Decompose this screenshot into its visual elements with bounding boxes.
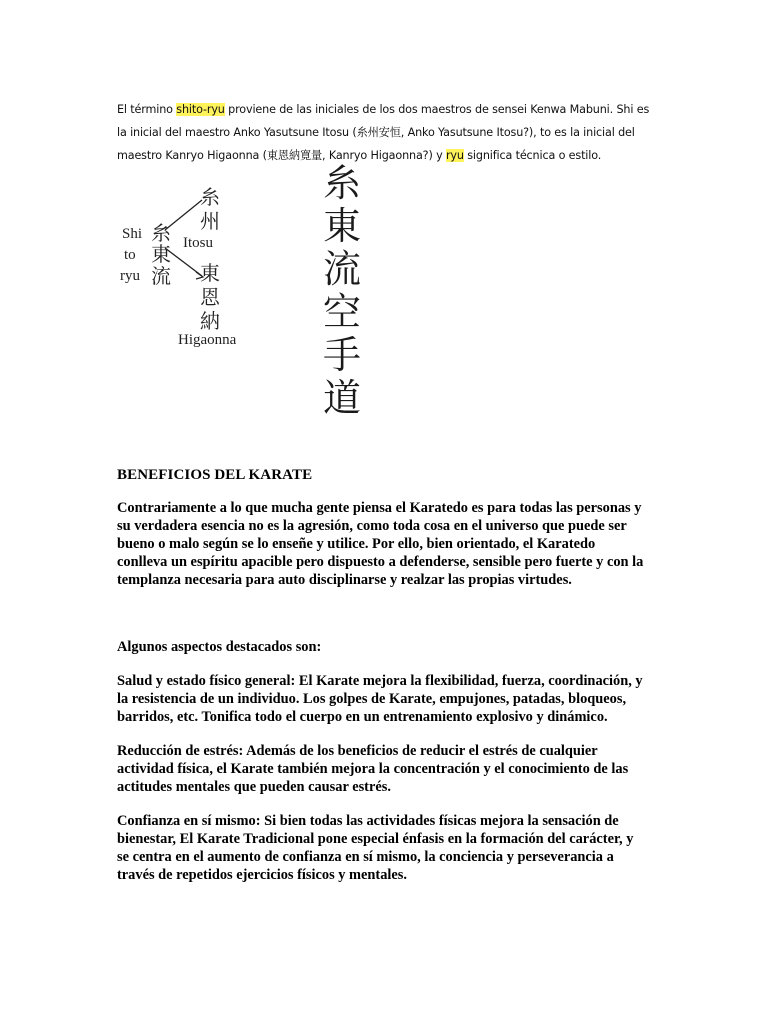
stress-line: Reducción de estrés: Además de los beneficios de reducir el estrés de cualquier	[117, 743, 598, 759]
label-itosu: Itosu	[183, 235, 213, 251]
highlight-ryu: ryu	[445, 149, 464, 162]
name-derivation-diagram	[110, 180, 270, 360]
kanji-higaonna-1: 東	[200, 261, 220, 285]
calligraphy-char-6: 道	[322, 376, 361, 420]
label-higaonna: Higaonna	[178, 332, 237, 348]
calligraphy-char-5: 手	[322, 333, 361, 377]
stress-paragraph	[117, 742, 662, 796]
benefits-line: templanza necesaria para auto disciplinarse y realzar las propias virtudes.	[117, 572, 572, 588]
health-paragraph	[117, 672, 662, 726]
confidence-paragraph	[117, 812, 662, 884]
intro-benefits-paragraph	[117, 499, 662, 589]
health-line: la resistencia de un individuo. Los golpes de Karate, empujones, patadas, bloqueos,	[117, 691, 627, 707]
stress-line: actitudes mentales que pueden causar estrés.	[117, 779, 391, 795]
label-shi: Shi	[122, 226, 143, 242]
calligraphy-char-3: 流	[322, 247, 361, 291]
confidence-line: bienestar, El Karate Tradicional pone especial énfasis en la formación del carácter, y	[117, 831, 634, 847]
kanji-itosu-2: 州	[200, 209, 220, 233]
intro-paragraph	[117, 98, 677, 167]
kanji-to: 東	[151, 242, 171, 266]
kanji-higaonna-3: 納	[200, 309, 220, 333]
calligraphy-char-4: 空	[322, 290, 361, 334]
aspects-title: Algunos aspectos destacados son:	[117, 639, 322, 655]
benefits-line: bueno o malo según se lo enseñe y utilice. Por ello, bien orientado, el Karatedo	[117, 536, 596, 552]
label-to: to	[124, 247, 136, 263]
calligraphy-char-2: 東	[322, 204, 361, 248]
health-line: Salud y estado físico general: El Karate mejora la flexibilidad, fuerza, coordinación, y	[117, 673, 643, 689]
benefits-line: Contrariamente a lo que mucha gente piensa el Karatedo es para todas las personas y	[117, 500, 642, 516]
intro-line-2: la inicial del maestro Anko Yasutsune Itosu (糸州安恒, Anko Yasutsune Itosu?), to es la inicial del	[117, 126, 635, 139]
kanji-higaonna-2: 恩	[200, 285, 220, 309]
kanji-itosu-1: 糸	[200, 185, 220, 209]
benefits-line: su verdadera esencia no es la agresión, como toda cosa en el universo que puede ser	[117, 518, 627, 534]
confidence-line: se centra en el aumento de confianza en sí mismo, la conciencia y perseverancia a	[117, 849, 614, 865]
intro-line-3: maestro Kanryo Higaonna (東恩納寛量, Kanryo Higaonna?) y ryu significa técnica o estilo.	[117, 149, 602, 162]
highlight-shito-ryu: shito-ryu	[176, 103, 225, 116]
intro-line-1: El término shito-ryu proviene de las iniciales de los dos maestros de sensei Kenwa Mabuni. Shi es	[117, 103, 650, 116]
confidence-line: través de repetidos ejercicios físicos y mentales.	[117, 867, 408, 883]
benefits-line: conlleva un espíritu apacible pero dispuesto a defenderse, sensible pero fuerte y con la	[117, 554, 644, 570]
kanji-shi: 糸	[151, 221, 171, 245]
kanji-ryu: 流	[151, 264, 171, 288]
health-line: barridos, etc. Tonifica todo el cuerpo en un entrenamiento explosivo y dinámico.	[117, 709, 608, 725]
calligraphy-char-1: 糸	[322, 161, 361, 205]
vertical-calligraphy	[318, 162, 366, 420]
confidence-line: Confianza en sí mismo: Si bien todas las actividades físicas mejora la sensación de	[117, 813, 619, 829]
section-heading: BENEFICIOS DEL KARATE	[117, 467, 313, 483]
stress-line: actividad física, el Karate también mejora la concentración y el conocimiento de las	[117, 761, 629, 777]
label-ryu: ryu	[120, 268, 140, 284]
